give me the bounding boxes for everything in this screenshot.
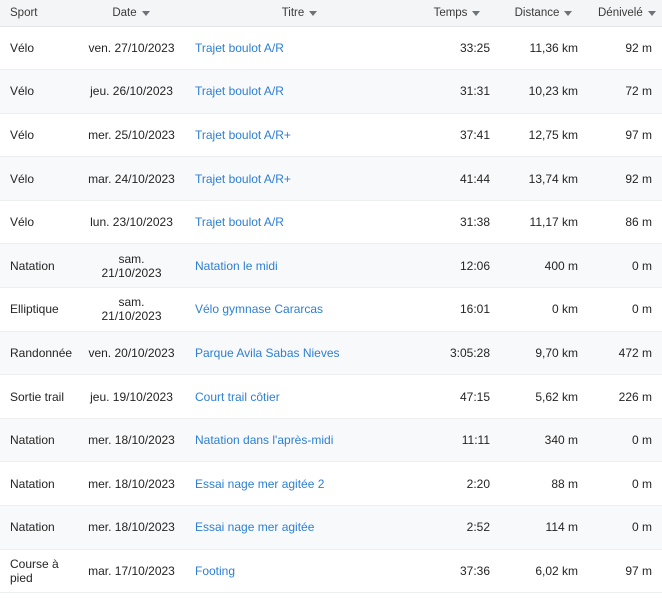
cell-time-value: 41:44: [459, 171, 490, 186]
cell-time-value: 47:15: [459, 389, 490, 404]
cell-elevation: [588, 288, 662, 332]
chevron-down-icon: [564, 11, 573, 17]
column-header-date[interactable]: [78, 0, 185, 26]
column-header-date-label: Date: [112, 6, 137, 19]
cell-sport: [0, 549, 78, 593]
chevron-down-icon: [142, 11, 151, 17]
cell-time-value: 2:20: [466, 476, 490, 491]
cell-date-value: mer. 18/10/2023: [88, 433, 175, 448]
cell-time-value: 11:11: [461, 433, 490, 448]
cell-date: [78, 157, 185, 201]
cell-date-value: mar. 17/10/2023: [88, 563, 175, 578]
cell-date-value: mer. 18/10/2023: [88, 476, 175, 491]
table-row[interactable]: [0, 462, 662, 506]
table-row[interactable]: [0, 26, 662, 70]
cell-sport-value: Vélo: [10, 84, 35, 99]
table-body: [0, 26, 662, 593]
cell-sport-value: Natation: [10, 258, 55, 273]
cell-elevation: [588, 331, 662, 375]
activity-title-link[interactable]: Essai nage mer agitée: [195, 520, 315, 535]
cell-date: [78, 418, 185, 462]
cell-time-value: 37:36: [459, 563, 490, 578]
cell-distance: [500, 26, 588, 70]
cell-distance-value: 114 m: [545, 520, 578, 535]
table-row[interactable]: [0, 244, 662, 288]
activity-title-link[interactable]: Trajet boulot A/R: [195, 215, 284, 230]
cell-time: [415, 157, 500, 201]
cell-elevation: [588, 26, 662, 70]
cell-title: [185, 26, 415, 70]
cell-time: [415, 113, 500, 157]
cell-title: [185, 549, 415, 593]
column-header-time[interactable]: [415, 0, 500, 26]
activity-title-link[interactable]: Natation dans l'après-midi: [195, 433, 334, 448]
cell-date-value: mar. 24/10/2023: [88, 171, 175, 186]
table-row[interactable]: [0, 506, 662, 550]
cell-time-value: 37:41: [459, 127, 490, 142]
cell-time: [415, 331, 500, 375]
cell-time: [415, 549, 500, 593]
cell-elevation-value: 92 m: [625, 40, 652, 55]
cell-time-value: 2:52: [466, 520, 490, 535]
column-header-elevation[interactable]: [588, 0, 662, 26]
column-header-title-label: Titre: [281, 6, 305, 19]
cell-sport-value: Vélo: [10, 215, 35, 230]
cell-elevation-value: 86 m: [625, 215, 652, 230]
table-row[interactable]: [0, 157, 662, 201]
cell-distance-value: 13,74 km: [528, 171, 578, 186]
cell-date-value: sam. 21/10/2023: [101, 295, 162, 324]
cell-distance-value: 11,36 km: [529, 40, 578, 55]
cell-distance-value: 0 km: [551, 302, 578, 317]
cell-elevation: [588, 157, 662, 201]
cell-date-value: sam. 21/10/2023: [101, 251, 162, 280]
cell-sport-value: Natation: [10, 476, 55, 491]
table-header: [0, 0, 662, 26]
column-header-title[interactable]: [185, 0, 415, 26]
column-header-sport-label: Sport: [10, 6, 38, 19]
table-row[interactable]: [0, 418, 662, 462]
cell-title: [185, 288, 415, 332]
cell-date-value: jeu. 26/10/2023: [90, 84, 173, 99]
cell-distance-value: 400 m: [544, 258, 578, 273]
cell-sport-value: Sortie trail: [10, 389, 65, 404]
cell-date-value: lun. 23/10/2023: [90, 215, 173, 230]
cell-sport: [0, 157, 78, 201]
cell-distance: [500, 506, 588, 550]
cell-elevation: [588, 418, 662, 462]
activity-title-link[interactable]: Natation le midi: [195, 258, 278, 273]
column-header-distance[interactable]: [500, 0, 588, 26]
cell-time: [415, 244, 500, 288]
cell-time-value: 16:01: [459, 302, 490, 317]
cell-sport: [0, 200, 78, 244]
cell-title: [185, 462, 415, 506]
cell-sport: [0, 70, 78, 114]
table-row[interactable]: [0, 288, 662, 332]
activity-title-link[interactable]: Trajet boulot A/R+: [195, 171, 291, 186]
cell-elevation: [588, 244, 662, 288]
cell-elevation: [588, 200, 662, 244]
cell-time: [415, 200, 500, 244]
cell-time-value: 31:38: [459, 215, 490, 230]
cell-sport-value: Course à pied: [10, 556, 59, 585]
cell-date: [78, 375, 185, 419]
cell-date: [78, 549, 185, 593]
column-header-time-label: Temps: [433, 6, 468, 19]
cell-elevation: [588, 549, 662, 593]
cell-elevation-value: 0 m: [631, 433, 652, 448]
column-header-elevation-label: Dénivelé: [598, 6, 643, 19]
cell-date-value: jeu. 19/10/2023: [90, 389, 173, 404]
cell-title: [185, 70, 415, 114]
cell-elevation-value: 226 m: [618, 389, 652, 404]
cell-sport: [0, 26, 78, 70]
cell-distance-value: 11,17 km: [529, 215, 578, 230]
cell-date: [78, 462, 185, 506]
column-header-distance-label: Distance: [514, 6, 560, 19]
cell-distance-value: 12,75 km: [528, 127, 578, 142]
cell-date: [78, 506, 185, 550]
chevron-down-icon: [472, 11, 481, 17]
cell-elevation-value: 472 m: [618, 345, 652, 360]
table-header-row: [0, 0, 662, 26]
cell-distance: [500, 200, 588, 244]
cell-distance: [500, 70, 588, 114]
column-header-sport[interactable]: [0, 0, 78, 26]
cell-distance-value: 10,23 km: [528, 84, 578, 99]
cell-sport-value: Elliptique: [10, 302, 59, 317]
cell-time: [415, 418, 500, 462]
table-row[interactable]: [0, 70, 662, 114]
cell-date: [78, 244, 185, 288]
cell-date: [78, 70, 185, 114]
cell-distance-value: 340 m: [544, 433, 578, 448]
cell-date: [78, 331, 185, 375]
cell-date-value: mer. 25/10/2023: [88, 127, 175, 142]
cell-elevation-value: 97 m: [625, 563, 652, 578]
cell-elevation-value: 97 m: [625, 127, 652, 142]
cell-distance: [500, 157, 588, 201]
cell-distance-value: 9,70 km: [535, 345, 578, 360]
cell-time: [415, 26, 500, 70]
cell-distance: [500, 462, 588, 506]
cell-title: [185, 375, 415, 419]
table-row[interactable]: [0, 375, 662, 419]
cell-sport: [0, 113, 78, 157]
cell-distance: [500, 288, 588, 332]
activity-title-link[interactable]: Essai nage mer agitée 2: [195, 476, 325, 491]
cell-elevation-value: 0 m: [631, 258, 652, 273]
cell-date-value: mer. 18/10/2023: [88, 520, 175, 535]
cell-sport-value: Vélo: [10, 40, 35, 55]
cell-sport-value: Natation: [10, 433, 55, 448]
cell-sport: [0, 244, 78, 288]
cell-date: [78, 26, 185, 70]
cell-distance: [500, 418, 588, 462]
cell-sport: [0, 462, 78, 506]
cell-date-value: ven. 20/10/2023: [88, 345, 175, 360]
cell-elevation-value: 0 m: [631, 520, 652, 535]
cell-distance: [500, 113, 588, 157]
activity-title-link[interactable]: Trajet boulot A/R: [195, 84, 284, 99]
table-row[interactable]: [0, 331, 662, 375]
cell-date-value: ven. 27/10/2023: [88, 40, 175, 55]
cell-elevation: [588, 70, 662, 114]
cell-date: [78, 113, 185, 157]
chevron-down-icon: [309, 11, 318, 17]
cell-sport-value: Vélo: [10, 127, 35, 142]
cell-date: [78, 200, 185, 244]
table-row[interactable]: [0, 113, 662, 157]
cell-distance: [500, 331, 588, 375]
cell-distance: [500, 375, 588, 419]
cell-sport: [0, 288, 78, 332]
cell-time: [415, 506, 500, 550]
cell-time: [415, 462, 500, 506]
cell-sport-value: Randonnée: [10, 345, 73, 360]
cell-time-value: 3:05:28: [449, 345, 490, 360]
cell-elevation: [588, 462, 662, 506]
cell-elevation: [588, 375, 662, 419]
cell-elevation: [588, 506, 662, 550]
cell-title: [185, 200, 415, 244]
cell-sport: [0, 418, 78, 462]
activity-title-link[interactable]: Footing: [195, 563, 236, 578]
cell-title: [185, 157, 415, 201]
cell-time: [415, 70, 500, 114]
cell-elevation-value: 0 m: [631, 476, 652, 491]
cell-time-value: 31:31: [459, 84, 490, 99]
cell-elevation-value: 0 m: [631, 302, 652, 317]
cell-elevation: [588, 113, 662, 157]
cell-elevation-value: 92 m: [625, 171, 652, 186]
cell-distance: [500, 244, 588, 288]
cell-time-value: 12:06: [459, 258, 490, 273]
cell-distance: [500, 549, 588, 593]
chevron-down-icon: [648, 11, 657, 17]
activity-title-link[interactable]: Vélo gymnase Cararcas: [195, 302, 324, 317]
cell-distance-value: 88 m: [551, 476, 578, 491]
table-row[interactable]: [0, 200, 662, 244]
cell-sport: [0, 375, 78, 419]
cell-time: [415, 375, 500, 419]
cell-sport-value: Natation: [10, 520, 55, 535]
cell-time-value: 33:25: [459, 40, 490, 55]
cell-title: [185, 418, 415, 462]
cell-title: [185, 244, 415, 288]
activity-title-link[interactable]: Trajet boulot A/R: [195, 40, 284, 55]
cell-title: [185, 506, 415, 550]
activity-title-link[interactable]: Court trail côtier: [195, 389, 280, 404]
cell-sport-value: Vélo: [10, 171, 35, 186]
cell-title: [185, 331, 415, 375]
cell-date: [78, 288, 185, 332]
cell-distance-value: 6,02 km: [535, 563, 578, 578]
cell-elevation-value: 72 m: [625, 84, 652, 99]
cell-time: [415, 288, 500, 332]
cell-sport: [0, 331, 78, 375]
cell-distance-value: 5,62 km: [535, 389, 578, 404]
activity-title-link[interactable]: Parque Avila Sabas Nieves: [195, 345, 340, 360]
cell-title: [185, 113, 415, 157]
cell-sport: [0, 506, 78, 550]
activity-title-link[interactable]: Trajet boulot A/R+: [195, 127, 291, 142]
table-row[interactable]: [0, 549, 662, 593]
